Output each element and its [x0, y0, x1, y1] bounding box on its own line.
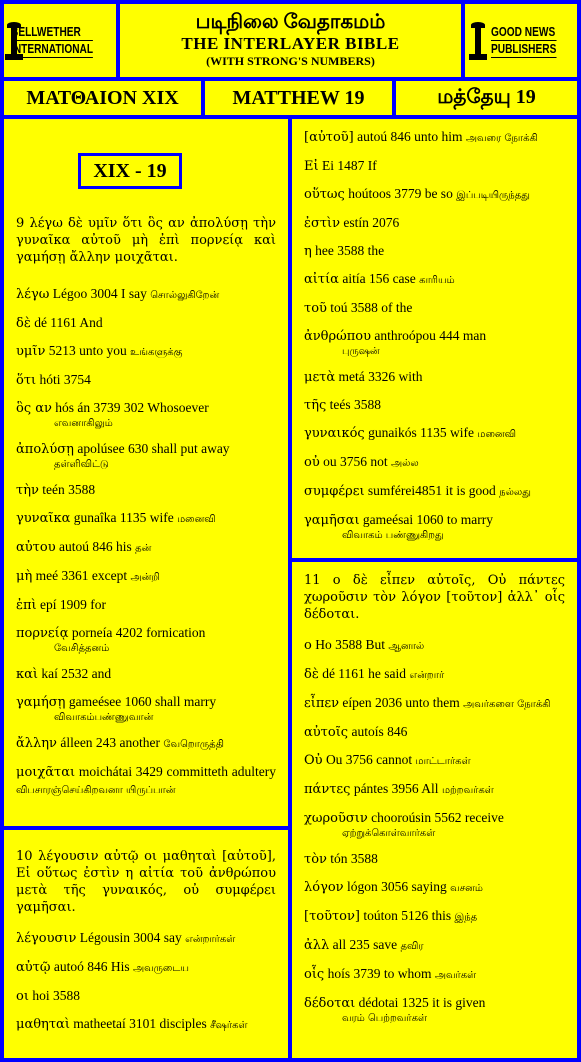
- verse-9-panel: [4, 119, 288, 826]
- transliteration-gloss: hoi 3588: [28, 988, 80, 1003]
- greek-word: γαμῆσαι: [304, 513, 360, 528]
- tamil-gloss: விவாகம் பண்ணுகிறது: [342, 530, 444, 541]
- greek-word: συμφέρει: [304, 484, 365, 499]
- chapter-greek-label: ΜΑΤΘΑΙΟΝ XIX: [26, 86, 179, 109]
- tamil-gloss: ஏற்றுக்கொள்வார்கள்: [342, 828, 436, 839]
- logo-line-1: GOOD NEWS: [490, 23, 555, 39]
- transliteration-gloss: aitía 156 case: [338, 271, 420, 286]
- transliteration-gloss: eípen 2036 unto them: [339, 695, 464, 710]
- verse-10-entries-left: [16, 930, 276, 1034]
- greek-word: οἷς: [304, 967, 325, 982]
- verse-reference: XIX - 19: [78, 153, 182, 189]
- verse-10-text: 10 λέγουσιν αὐτῷ οι μαθηταὶ [αὐτοῦ], Εἰ οὕτως ἐστὶν η αἰτία τοῦ ἀνθρώπου μετὰ τῆς γυναικός, οὐ συμφέρει γαμῆσαι.: [16, 849, 276, 915]
- title-panel: [120, 4, 461, 77]
- greek-word: η: [304, 244, 312, 259]
- greek-word: γυναικός: [304, 426, 365, 441]
- tamil-gloss: அவரை நோக்கி: [465, 133, 538, 144]
- greek-word: πορνείᾳ: [16, 626, 69, 641]
- tamil-gloss: சொல்லுகிறேன்: [150, 290, 220, 301]
- transliteration-gloss: teés 3588: [326, 397, 382, 412]
- tamil-gloss: மனைவி: [177, 514, 216, 525]
- greek-word: μὴ: [16, 569, 33, 584]
- word-entry: [16, 372, 276, 389]
- greek-word: ἄλλην: [16, 736, 57, 751]
- transliteration-gloss: Ou 3756 cannot: [322, 752, 416, 767]
- transliteration-gloss: pántes 3956 All: [350, 781, 442, 796]
- transliteration-gloss: gameésee 1060 shall marry: [65, 694, 217, 709]
- transliteration-gloss: autoó 846 His: [50, 959, 133, 974]
- greek-word: οὐ: [304, 455, 320, 470]
- tamil-gloss: விபசாரஞ்செய்கிறவனா யிருப்பான்: [16, 785, 176, 796]
- greek-word: ἀλλ: [304, 938, 330, 953]
- transliteration-gloss: matheetaí 3101 disciples: [69, 1016, 211, 1031]
- tamil-gloss: மற்றவர்கள்: [441, 785, 494, 796]
- transliteration-gloss: teén 3588: [38, 482, 96, 497]
- greek-word: καὶ: [16, 667, 39, 682]
- greek-word: τὸν: [304, 852, 327, 867]
- transliteration-gloss: epí 1909 for: [36, 597, 106, 612]
- verse-9-entries: [16, 286, 276, 799]
- transliteration-gloss: álleen 243 another: [56, 735, 164, 750]
- bellwether-logo-text: [11, 24, 93, 58]
- title-tamil: படிநிலை வேதாகமம்: [195, 11, 386, 33]
- tamil-gloss: அவருடைய: [132, 963, 189, 974]
- logo-line-2: INTERNATIONAL: [10, 40, 93, 56]
- transliteration-gloss: gameésai 1060 to marry: [359, 512, 494, 527]
- word-entry: [304, 397, 565, 414]
- greek-word: αὐτου: [16, 540, 56, 555]
- transliteration-gloss: sumférei4851 it is good: [364, 483, 500, 498]
- verse-10-panel: [4, 830, 288, 1058]
- tamil-gloss: மனைவி: [477, 429, 517, 440]
- greek-word: υμῖν: [16, 344, 46, 359]
- transliteration-gloss: Ei 1487 If: [318, 158, 377, 173]
- word-entry: [304, 425, 565, 443]
- verse-11-panel: [292, 562, 577, 1058]
- word-entry: [16, 666, 276, 683]
- word-entry: [304, 752, 565, 770]
- word-entry: [304, 243, 565, 260]
- greek-word: [αὐτοῦ]: [304, 130, 354, 145]
- transliteration-gloss: hee 3588 the: [311, 243, 385, 258]
- transliteration-gloss: porneía 4202 fornication: [68, 625, 206, 640]
- greek-word: λόγον: [304, 880, 344, 895]
- transliteration-gloss: ou 3756 not: [319, 454, 391, 469]
- greek-word: δὲ: [304, 667, 319, 682]
- transliteration-gloss: meé 3361 except: [32, 568, 131, 583]
- bellwether-logo: [4, 4, 116, 77]
- greek-word: δὲ: [16, 316, 31, 331]
- greek-word: ο: [304, 638, 312, 653]
- transliteration-gloss: hós án 3739 302 Whosoever: [51, 400, 209, 415]
- transliteration-gloss: Légousin 3004 say: [76, 930, 186, 945]
- transliteration-gloss: dé 1161 he said: [318, 666, 410, 681]
- transliteration-gloss: gunaikós 1135 wife: [364, 425, 478, 440]
- transliteration-gloss: autoís 846: [348, 724, 408, 739]
- word-entry: [16, 597, 276, 614]
- word-entry: [304, 215, 565, 232]
- greek-word: μοιχᾶται: [16, 765, 76, 780]
- verse-11-entries: [304, 637, 565, 1025]
- tamil-gloss: வேறொருத்தி: [163, 739, 224, 750]
- tamil-gloss: இப்படியிருந்தது: [456, 190, 530, 201]
- transliteration-gloss: metá 3326 with: [335, 369, 423, 384]
- transliteration-gloss: Légoo 3004 I say: [49, 286, 151, 301]
- word-entry: [304, 879, 565, 897]
- word-entry: [304, 637, 565, 655]
- word-entry: [16, 988, 276, 1005]
- word-entry: [304, 695, 565, 713]
- greek-word: τοῦ: [304, 301, 327, 316]
- word-entry: [16, 315, 276, 332]
- transliteration-gloss: tón 3588: [326, 851, 378, 866]
- good-news-logo-text: [491, 24, 556, 58]
- transliteration-gloss: chooroúsin 5562 receive: [367, 810, 504, 825]
- word-entry: [304, 483, 565, 501]
- word-entry: [304, 129, 565, 147]
- tamil-gloss: உங்களுக்கு: [130, 347, 183, 358]
- transliteration-gloss: hoútoos 3779 be so: [344, 186, 457, 201]
- title-english: THE INTERLAYER BIBLE: [181, 34, 400, 53]
- word-entry: [304, 724, 565, 741]
- verse-11-text: 11 ο δὲ εἶπεν αὐτοῖς, Οὐ πάντες χωροῦσιν τὸν λόγον [τοῦτον] ἀλλ᾽ οἷς δέδοται.: [304, 573, 565, 622]
- greek-word: αὐτῷ: [16, 960, 51, 975]
- word-entry: [304, 781, 565, 799]
- good-news-logo: [465, 4, 577, 77]
- word-entry: [304, 937, 565, 955]
- greek-word: οι: [16, 989, 29, 1004]
- word-entry: [304, 454, 565, 472]
- tamil-gloss: சீஷர்கள்: [210, 1020, 248, 1031]
- word-entry: [16, 286, 276, 304]
- greek-word: δέδοται: [304, 996, 356, 1011]
- word-entry: [304, 810, 565, 840]
- tamil-gloss: வேசித்தனம்: [54, 643, 110, 654]
- transliteration-gloss: autoú 846 unto him: [353, 129, 466, 144]
- word-entry: [304, 158, 565, 175]
- transliteration-gloss: autoú 846 his: [55, 539, 136, 554]
- tamil-gloss: அவர்களை நோக்கி: [463, 699, 551, 710]
- transliteration-gloss: kaí 2532 and: [38, 666, 112, 681]
- word-entry: [16, 735, 276, 753]
- tamil-gloss: மாட்டார்கள்: [415, 756, 471, 767]
- greek-word: μαθηταὶ: [16, 1017, 70, 1032]
- transliteration-gloss: gunaîka 1135 wife: [70, 510, 178, 525]
- greek-word: ἐστὶν: [304, 216, 341, 231]
- transliteration-gloss: dédotai 1325 it is given: [355, 995, 486, 1010]
- transliteration-gloss: dé 1161 And: [30, 315, 103, 330]
- transliteration-gloss: hóti 3754: [36, 372, 91, 387]
- tamil-gloss: புருஷன்: [342, 346, 380, 357]
- tamil-gloss: அவர்கள்: [434, 970, 477, 981]
- greek-word: Οὐ: [304, 753, 323, 768]
- logo-line-2: PUBLISHERS: [490, 40, 556, 56]
- greek-word: πάντες: [304, 782, 351, 797]
- word-entry: [304, 851, 565, 868]
- greek-word: εἶπεν: [304, 696, 340, 711]
- title-subtitle: (WITH STRONG'S NUMBERS): [206, 54, 375, 68]
- verse-10-continued-panel: [292, 119, 577, 558]
- tamil-gloss: விவாகம்பண்ணுவான்: [54, 712, 154, 723]
- word-entry: [304, 369, 565, 386]
- verse-9-text: 9 λέγω δὲ υμῖν ὅτι ὃς αν ἀπολύσῃ τὴν γυναῖκα αὐτοῦ μὴ ἐπὶ πορνείᾳ καὶ γαμήσῃ ἄλλην μοιχᾶται.: [16, 216, 276, 265]
- word-entry: [304, 666, 565, 684]
- greek-word: ἀπολύσῃ: [16, 442, 74, 457]
- tamil-gloss: என்றார்கள்: [185, 934, 236, 945]
- tamil-gloss: நல்லது: [499, 487, 531, 498]
- word-entry: [304, 512, 565, 542]
- transliteration-gloss: estín 2076: [340, 215, 400, 230]
- greek-word: Εἰ: [304, 159, 319, 174]
- transliteration-gloss: toúton 5126 this: [360, 908, 455, 923]
- word-entry: [16, 764, 276, 799]
- tamil-gloss: எவனாகிலும்: [54, 418, 113, 429]
- word-entry: [16, 568, 276, 586]
- greek-word: αἰτία: [304, 272, 339, 287]
- logo-line-1: BELLWETHER: [11, 24, 93, 41]
- transliteration-gloss: all 235 save: [329, 937, 401, 952]
- tamil-gloss: அன்றி: [130, 572, 160, 583]
- tamil-gloss: அல்ல: [391, 458, 419, 469]
- tower-icon: [4, 22, 8, 60]
- greek-word: [τοῦτον]: [304, 909, 360, 924]
- greek-word: ἐπὶ: [16, 598, 37, 613]
- transliteration-gloss: toú 3588 of the: [326, 300, 413, 315]
- verse-10-entries-right: [304, 129, 565, 542]
- greek-word: ὅτι: [16, 373, 37, 388]
- word-entry: [16, 343, 276, 361]
- transliteration-gloss: 5213 unto you: [45, 343, 131, 358]
- word-entry: [304, 271, 565, 289]
- tamil-gloss: காரியம்: [419, 275, 455, 286]
- greek-word: τὴν: [16, 483, 39, 498]
- word-entry: [16, 625, 276, 655]
- greek-word: μετὰ: [304, 370, 336, 385]
- greek-word: λέγουσιν: [16, 931, 77, 946]
- word-entry: [304, 966, 565, 984]
- tamil-gloss: ஆனால்: [388, 641, 425, 652]
- greek-word: οὕτως: [304, 187, 345, 202]
- greek-word: χωροῦσιν: [304, 811, 368, 826]
- greek-word: γυναῖκα: [16, 511, 71, 526]
- transliteration-gloss: apolúsee 630 shall put away: [73, 441, 230, 456]
- greek-word: ὃς αν: [16, 401, 52, 416]
- chapter-tamil: [396, 81, 577, 115]
- word-entry: [16, 959, 276, 977]
- tamil-gloss: வரம் பெற்றவர்கள்: [342, 1013, 428, 1024]
- chapter-tamil-label: மத்தேயு 19: [437, 85, 536, 108]
- greek-word: ἀνθρώπου: [304, 329, 372, 344]
- chapter-greek: [4, 81, 201, 115]
- word-entry: [304, 328, 565, 358]
- tamil-gloss: என்றார்: [409, 670, 445, 681]
- word-entry: [16, 930, 276, 948]
- word-entry: [304, 186, 565, 204]
- tamil-gloss: தவிர: [400, 941, 424, 952]
- word-entry: [16, 1016, 276, 1034]
- word-entry: [16, 510, 276, 528]
- greek-word: αὐτοῖς: [304, 725, 349, 740]
- transliteration-gloss: moichátai 3429 committeth adultery: [75, 764, 276, 779]
- word-entry: [16, 694, 276, 724]
- greek-word: λέγω: [16, 287, 50, 302]
- tamil-gloss: இந்த: [454, 912, 478, 923]
- word-entry: [16, 441, 276, 471]
- tamil-gloss: வசனம்: [450, 883, 483, 894]
- word-entry: [16, 539, 276, 557]
- transliteration-gloss: hoís 3739 to whom: [324, 966, 435, 981]
- chapter-english: [205, 81, 392, 115]
- tamil-gloss: தள்ளிவிட்டு: [54, 459, 109, 470]
- tower-icon: [468, 22, 488, 60]
- greek-word: γαμήσῃ: [16, 695, 66, 710]
- greek-word: τῆς: [304, 398, 327, 413]
- word-entry: [304, 908, 565, 926]
- transliteration-gloss: anthroópou 444 man: [371, 328, 487, 343]
- word-entry: [304, 300, 565, 317]
- word-entry: [304, 995, 565, 1025]
- word-entry: [16, 400, 276, 430]
- tamil-gloss: தன்: [135, 543, 152, 554]
- chapter-english-label: MATTHEW 19: [232, 86, 365, 109]
- word-entry: [16, 482, 276, 499]
- transliteration-gloss: Ho 3588 But: [311, 637, 389, 652]
- transliteration-gloss: lógon 3056 saying: [343, 879, 451, 894]
